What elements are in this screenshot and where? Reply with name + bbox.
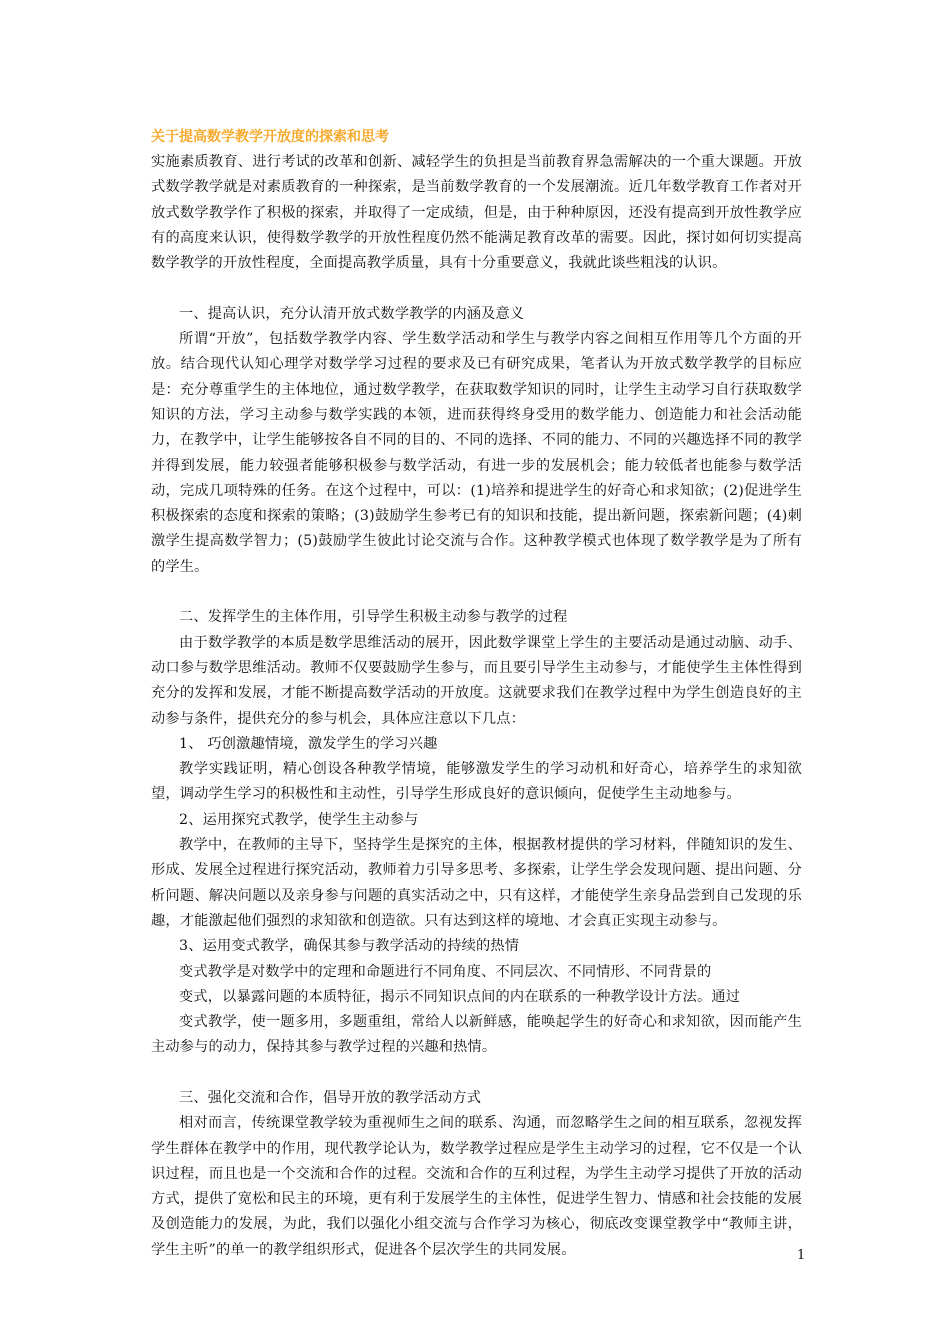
section-heading-3: 三、强化交流和合作，倡导开放的教学活动方式	[179, 1089, 482, 1106]
section-3-paragraph: 相对而言，传统课堂教学较为重视师生之间的联系、沟通，而忽略学生之间的相互联系，忽视发挥学生群体在教学中的作用，现代教学论认为，数学教学过程应是学生主动学习的过程，它不仅是一个认识过程，而且也是一个交流和合作的过程。交流和合作的互利过程，为学生主动学习提供了开放的活动方式，提供了宽松和民主的环境，更有利于发展学生的主体性，促进学生智力、情感和社会技能的发展及创造能力的发展，为此，我们以强化小组交流与合作学习为核心，彻底改变课堂教学中“教师主讲，学生主听”的单一的教学组织形式，促进各个层次学生的共同发展。	[151, 1115, 802, 1258]
subsection-1-paragraph: 教学实践证明，精心创设各种教学情境，能够激发学生的学习动机和好奇心，培养学生的求知欲望，调动学生学习的积极性和主动性，引导学生形成良好的意识倾向，促使学生主动地参与。	[151, 761, 802, 803]
subsection-3-line-2: 变式，以暴露问题的本质特征，揭示不同知识点间的内在联系的一种教学设计方法。通过	[179, 988, 741, 1005]
blank-line	[151, 276, 802, 301]
subheading-3: 3、运用变式教学，确保其参与教学活动的持续的热情	[179, 938, 520, 955]
section-1-paragraph: 所谓“开放”，包括数学教学内容、学生数学活动和学生与教学内容之间相互作用等几个方面的开放。结合现代认知心理学对数学学习过程的要求及已有研究成果，笔者认为开放式数学教学的目标应是：充分尊重学生的主体地位，通过数学教学，在获取数学知识的同时，让学生主动学习自行获取数学知识的方法，学习主动参与数学实践的本领，进而获得终身受用的数学能力、创造能力和社会活动能力，在教学中，让学生能够按各自不同的目的、不同的选择、不同的能力、不同的兴趣选择不同的教学并得到发展，能力较强者能够积极参与数学活动，有进一步的发展机会；能力较低者也能参与数学活动，完成几项特殊的任务。在这个过程中，可以：(1)培养和提进学生的好奇心和求知欲；(2)促进学生积极探索的态度和探索的策略；(3)鼓励学生参考已有的知识和技能，提出新问题，探索新问题；(4)刺激学生提高数学智力；(5)鼓励学生彼此讨论交流与合作。这种教学模式也体现了数学教学是为了所有的学生。	[151, 331, 802, 575]
section-2-paragraph: 由于数学教学的本质是数学思维活动的展开，因此数学课堂上学生的主要活动是通过动脑、动手、动口参与数学思维活动。教师不仅要鼓励学生参与，而且要引导学生主动参与，才能使学生主体性得到充分的发挥和发展，才能不断提高数学活动的开放度。这就要求我们在教学过程中为学生创造良好的主动参与条件，提供充分的参与机会，具体应注意以下几点：	[151, 634, 802, 727]
intro-paragraph: 实施素质教育、进行考试的改革和创新、减轻学生的负担是当前教育界急需解决的一个重大课题。开放式数学教学就是对素质教育的一种探索，是当前数学教育的一个发展潮流。近几年数学教育工作者对开放式数学教学作了积极的探索，并取得了一定成绩，但是，由于种种原因，还没有提高到开放性教学应有的高度来认识，使得数学教学的开放性程度仍然不能满足教育改革的需要。因此，探讨如何切实提高数学教学的开放性程度，全面提高教学质量，具有十分重要意义，我就此谈些粗浅的认识。	[151, 154, 802, 272]
section-heading-1: 一、提高认识，充分认清开放式数学教学的内涵及意义	[179, 305, 525, 322]
subsection-3-paragraph: 变式教学，使一题多用，多题重组，常给人以新鲜感，能唤起学生的好奇心和求知欲，因而能产生主动参与的动力，保持其参与教学过程的兴趣和热情。	[151, 1014, 802, 1056]
blank-line	[151, 580, 802, 605]
page-number: 1	[797, 1248, 806, 1263]
blank-line	[151, 1061, 802, 1086]
document-body	[151, 150, 802, 1263]
subheading-1: 1、 巧创激趣情境，激发学生的学习兴趣	[179, 735, 438, 752]
subsection-2-paragraph: 教学中，在教师的主导下，坚持学生是探究的主体，根据教材提供的学习材料，伴随知识的发生、形成、发展全过程进行探究活动，教师着力引导多思考、多探索，让学生学会发现问题、提出问题、分析问题、解决问题以及亲身参与问题的真实活动之中，只有这样，才能使学生亲身品尝到自己发现的乐趣，才能激起他们强烈的求知欲和创造欲。只有达到这样的境地、才会真正实现主动参与。	[151, 837, 802, 929]
document-title: 关于提高数学教学开放度的探索和思考	[151, 129, 389, 145]
subsection-3-line-1: 变式教学是对数学中的定理和命题进行不同角度、不同层次、不同情形、不同背景的	[179, 963, 712, 980]
section-heading-2: 二、发挥学生的主体作用，引导学生积极主动参与教学的过程	[179, 609, 568, 626]
subheading-2: 2、运用探究式教学，使学生主动参与	[179, 811, 419, 828]
